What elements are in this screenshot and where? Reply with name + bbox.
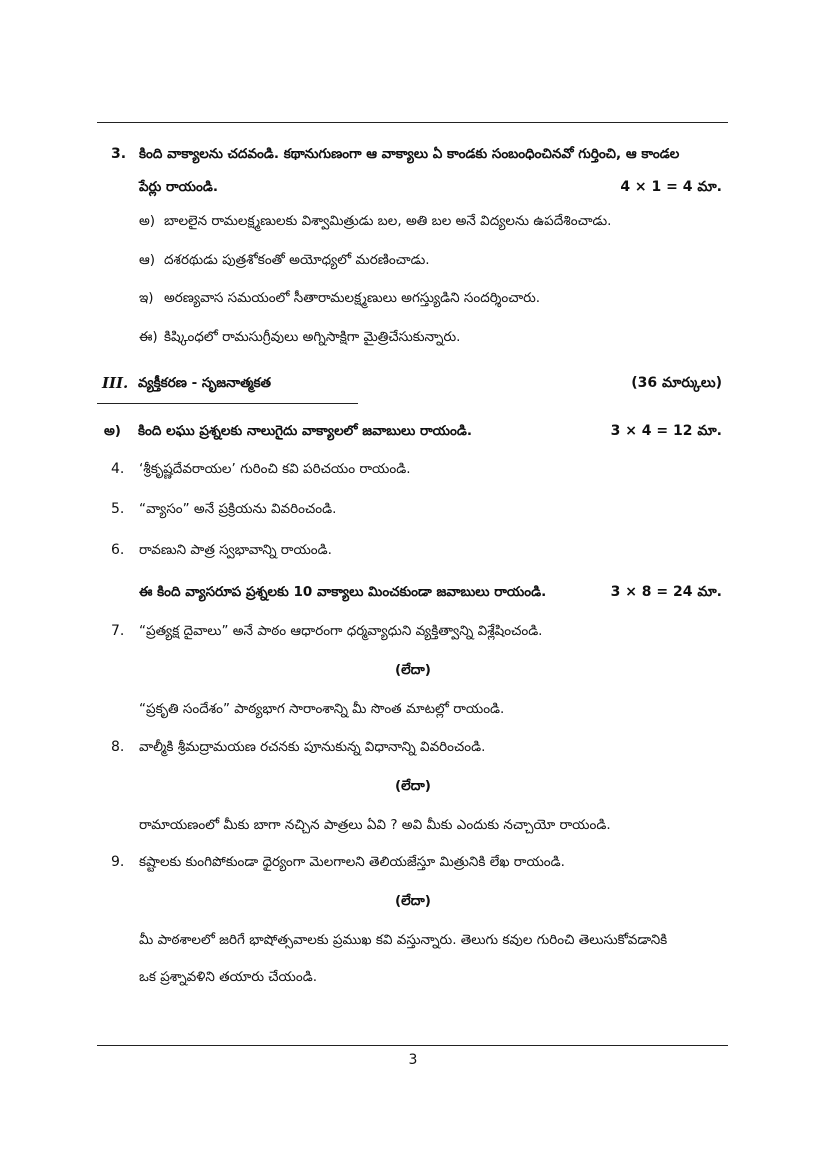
question-number: 3. bbox=[111, 146, 127, 162]
alternate-question-text: మీ పాఠశాలలో జరిగే భాషోత్సవాలకు ప్రముఖ కవి వస్తున్నారు. తెలుగు కవుల గురించి తెలుసుకోవడానికి bbox=[139, 932, 668, 948]
alternate-question-text: రామాయణంలో మీకు బాగా నచ్చిన పాత్రలు ఏవి ? అవి మీకు ఎందుకు నచ్చాయో రాయండి. bbox=[139, 817, 611, 833]
question-text: కష్టాలకు కుంగిపోకుండా ధైర్యంగా మెలగాలని తెలియజేస్తూ మిత్రునికి లేఖ రాయండి. bbox=[139, 854, 565, 870]
question-number: 8. bbox=[111, 739, 125, 755]
question-text: “వ్యాసం” అనే ప్రక్రియను వివరించండి. bbox=[139, 501, 337, 517]
question-text: కింది వాక్యాలను చదవండి. కథానుగుణంగా ఆ వాక్యాలు ఏ కాండకు సంబంధించినవో గుర్తించి, ఆ కాండల bbox=[139, 146, 680, 162]
marks-label: 3 × 8 = 24 మా. bbox=[610, 584, 722, 600]
alternate-question-text: ఒక ప్రశ్నావళిని తయారు చేయండి. bbox=[139, 969, 318, 985]
question-text: “ప్రత్యక్ష దైవాలు” అనే పాఠం ఆధారంగా ధర్మవ్యాధుని వ్యక్తిత్వాన్ని విశ్లేషించండి. bbox=[139, 623, 543, 639]
or-separator: (లేదా) bbox=[395, 778, 431, 794]
marks-label: 3 × 4 = 12 మా. bbox=[610, 423, 722, 439]
question-number: 6. bbox=[111, 542, 125, 558]
question-text: రావణుని పాత్ర స్వభావాన్ని రాయండి. bbox=[139, 542, 332, 558]
option-text: దశరథుడు పుత్రశోకంతో అయోధ్యలో మరణించాడు. bbox=[164, 252, 430, 268]
section-title: వ్యక్తీకరణ - సృజనాత్మకత bbox=[138, 375, 272, 391]
part-label: అ) bbox=[104, 423, 121, 439]
marks-label: 4 × 1 = 4 మా. bbox=[620, 179, 722, 195]
question-number: 5. bbox=[111, 501, 125, 517]
option-text: బాలలైన రామలక్ష్మణులకు విశ్వామిత్రుడు బల, అతి బల అనే విద్యలను ఉపదేశించాడు. bbox=[164, 213, 612, 229]
question-number: 9. bbox=[111, 854, 125, 870]
bottom-rule bbox=[97, 1045, 728, 1046]
part-instruction: ఈ కింది వ్యాసరూప ప్రశ్నలకు 10 వాక్యాలు మించకుండా జవాబులు రాయండి. bbox=[139, 584, 547, 600]
option-label: అ) bbox=[139, 213, 156, 229]
section-number: III. bbox=[102, 374, 129, 392]
option-label: ఇ) bbox=[139, 290, 154, 306]
alternate-question-text: “ప్రకృతి సందేశం” పాఠ్యభాగ సారాంశాన్ని మీ సొంత మాటల్లో రాయండి. bbox=[139, 701, 505, 717]
question-number: 7. bbox=[111, 623, 125, 639]
option-text: అరణ్యవాస సమయంలో సీతారామలక్ష్మణులు అగస్త్యుడిని సందర్శించారు. bbox=[164, 290, 541, 306]
option-text: కిష్కింధలో రామసుగ్రీవులు అగ్నిసాక్షిగా మైత్రిచేసుకున్నారు. bbox=[164, 329, 461, 345]
option-label: ఈ) bbox=[139, 329, 158, 345]
page-number: 3 bbox=[408, 1052, 418, 1068]
question-text: ‘శ్రీకృష్ణదేవరాయల’ గురించి కవి పరిచయం రాయండి. bbox=[139, 461, 411, 477]
option-label: ఆ) bbox=[139, 252, 156, 268]
section-marks: (36 మార్కులు) bbox=[631, 375, 722, 391]
question-text: పేర్లు రాయండి. bbox=[139, 179, 218, 195]
or-separator: (లేదా) bbox=[395, 893, 431, 909]
or-separator: (లేదా) bbox=[395, 662, 431, 678]
section-underline bbox=[97, 403, 358, 404]
question-number: 4. bbox=[111, 461, 125, 477]
question-text: వాల్మీకి శ్రీమద్రామయణ రచనకు పూనుకున్న విధానాన్ని వివరించండి. bbox=[139, 739, 486, 755]
top-rule bbox=[97, 122, 728, 123]
part-instruction: కింది లఘు ప్రశ్నలకు నాలుగైదు వాక్యాలలో జవాబులు రాయండి. bbox=[138, 423, 472, 439]
